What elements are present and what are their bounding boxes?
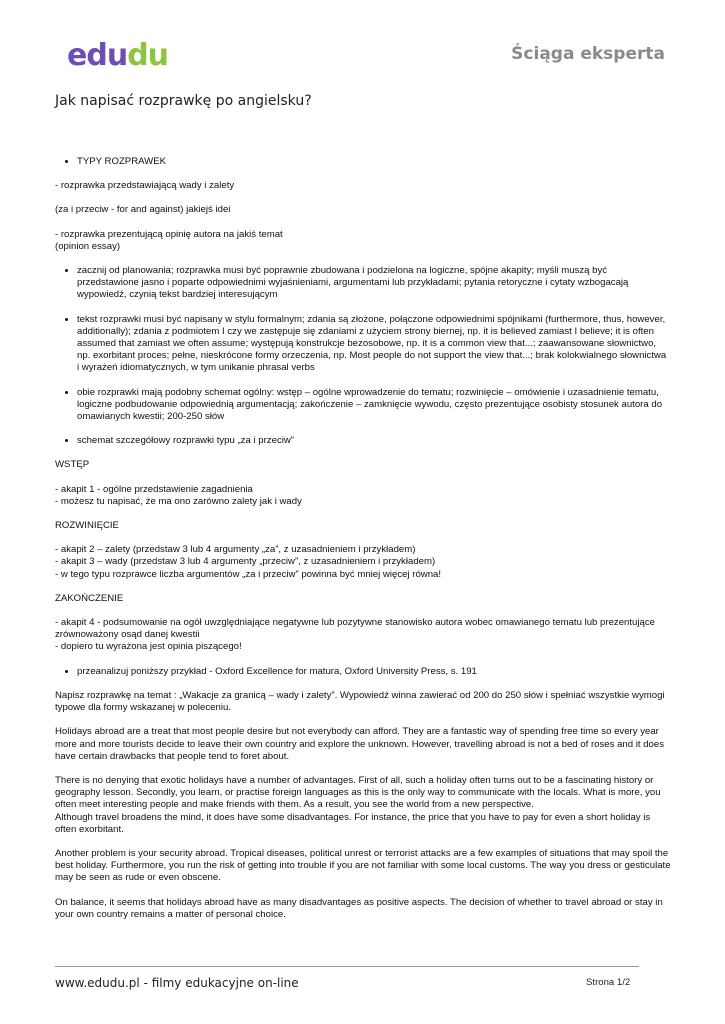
page-title: Jak napisać rozprawkę po angielsku? (55, 93, 312, 109)
header-tagline: Ściąga eksperta (511, 44, 665, 64)
paragraph: - akapit 4 - podsumowanie na ogół uwzględniające negatywne lub pozytywne stanowisko autora wobec omawianego tematu lub prezentujące zrównoważony osąd danej kwestii - dopiero tu wyrażona jest opinia piszącego! (55, 617, 655, 653)
page-number: Strona 1/2 (586, 977, 631, 988)
list-item: • tekst rozprawki musi być napisany w stylu formalnym; zdania są złożone, połączone odpowiednimi spójnikami (furthermore, thus, however, additionally); zdania z podmiotem I czy we zastępuje się zdaniami z użyciem strony biernej, np. it is believed zamiast I believe; it is often assumed that zamiast we often assume; występują konstrukcje bezosobowe, np. it is a common view that...; zaawansowane słownictwo, np. exorbitant proces; pełne, nieskrócone formy orzeczenia, np. Most people do not support the view that...; brak kolokwialnego słownictwa i wyrażeń idiomatycznych, w tym unikanie phrasal verbs (77, 314, 671, 375)
section-heading: ZAKOŃCZENIE (55, 592, 124, 604)
list-item: • TYPY ROZPRAWEK (77, 156, 671, 168)
list-item: • zacznij od planowania; rozprawka musi być poprawnie zbudowana i podzielona na logiczne, spójne akapity; myśli muszą być przedstawione jasno i poparte odpowiednimi wyjaśnieniami, argumentami lub przykładami; pytania retoryczne i cytaty wzbogacają wypowiedź, czynią tekst bardziej interesującym (77, 265, 671, 302)
document-body (55, 156, 671, 933)
paragraph: On balance, it seems that holidays abroad have as many disadvantages as positive aspects. The decision of whether to travel abroad or stay in your own country remains a matter of personal choice. (55, 896, 663, 920)
bullet-list (55, 156, 671, 168)
paragraph: - akapit 1 - ogólne przedstawienie zagadnienia - możesz tu napisać, że ma ono zarówno zalety jak i wady (55, 483, 302, 507)
paragraph: (za i przeciw - for and against) jakiejś idei (55, 204, 231, 216)
bullet-list (55, 666, 671, 678)
paragraph: Another problem is your security abroad. Tropical diseases, political unrest or terrorist attacks are a few examples of situations that may spoil the best holiday. Furthermore, you run the risk of getting into trouble if you are not familiar with some local customs. The way you dress or gesticulate may be seen as rude or even obscene. (55, 847, 671, 884)
list-item: • schemat szczegółowy rozprawki typu „za i przeciw” (77, 435, 671, 447)
edudu-logo (67, 38, 177, 74)
section-heading: ROZWINIĘCIE (55, 520, 119, 532)
paragraph: - akapit 2 – zalety (przedstaw 3 lub 4 argumenty „za”, z uzasadnieniem i przykładem) - akapit 3 – wady (przedstaw 3 lub 4 argumenty „przeciw”, z uzasadnieniem i przykładem) - w tego typu rozprawce liczba argumentów „za i przeciw” powinna być mniej więcej równa! (55, 544, 442, 580)
paragraph: - rozprawka prezentującą opinię autora na jakiś temat (opinion essay) (55, 228, 283, 252)
paragraph: Napisz rozprawkę na temat : „Wakacje za granicą – wady i zalety”. Wypowiedź winna zawierać od 200 do 250 słów i spełniać wszystkie wymogi typowe dla formy wskazanej w poleceniu. (55, 689, 665, 714)
bullet-list (55, 265, 671, 447)
paragraph: There is no denying that exotic holidays have a number of advantages. First of all, such a holiday often turns out to be a fascinating history or geography lesson. Secondly, you learn, or practise foreign languages as this is the only way to communicate with the locals. What is more, you often meet interesting people and make friends with them. As a result, you see the world from a new perspective. Although travel broadens the mind, it does have some disadvantages. For instance, the price that you have to pay for even a short holiday is often exorbitant. (55, 774, 661, 835)
list-item: • obie rozprawki mają podobny schemat ogólny: wstęp – ogólne wprowadzenie do tematu; rozwinięcie – omówienie i uzasadnienie tematu, logiczne podbudowanie odpowiednią argumentacją; zakończenie – zamknięcie wywodu, często prezentujące osobisty stosunek autora do omawianych kwestii; 200-250 słów (77, 387, 671, 424)
paragraph: - rozprawka przedstawiającą wady i zalety (55, 180, 235, 192)
paragraph: Holidays abroad are a treat that most people desire but not everybody can afford. They are a fantastic way of spending free time so every year more and more tourists decide to leave their own country and explore the unknown. However, travelling abroad is not a bed of roses and it does have certain drawbacks that people tend to foret about. (55, 726, 665, 762)
svg-text:edudu: edudu (67, 38, 169, 73)
section-heading: WSTĘP (55, 459, 90, 471)
footer-divider (55, 966, 639, 967)
list-item: • przeanalizuj poniższy przykład - Oxford Excellence for matura, Oxford University Press, s. 191 (77, 666, 671, 678)
footer-site: www.edudu.pl - filmy edukacyjne on-line (55, 976, 299, 990)
